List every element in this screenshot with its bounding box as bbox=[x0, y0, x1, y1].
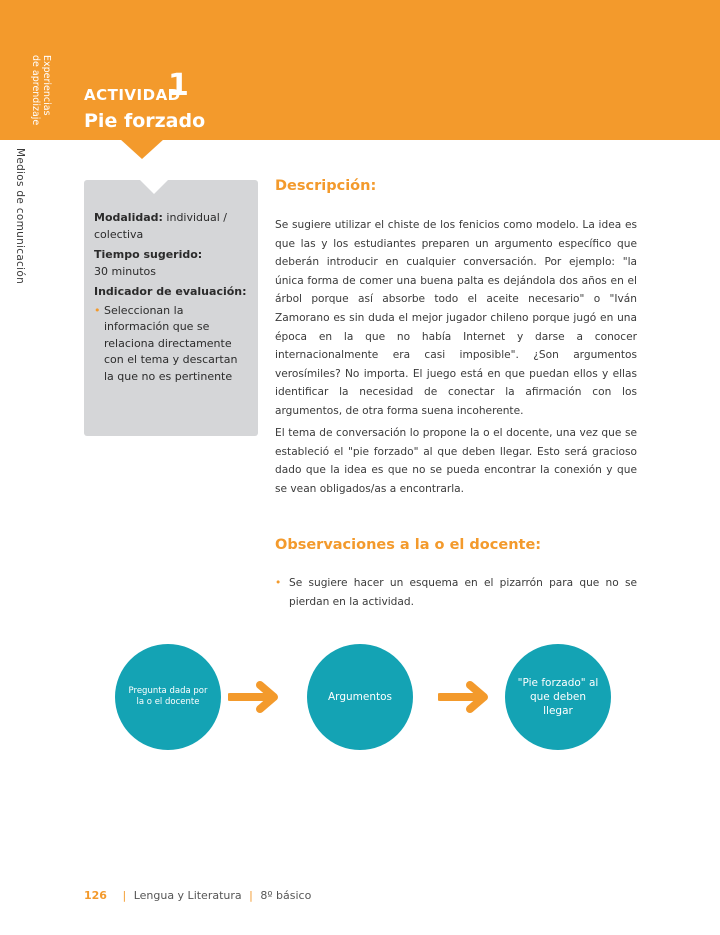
indicador-row bbox=[94, 284, 248, 301]
indicador-label: Indicador de evaluación: bbox=[94, 285, 247, 298]
modalidad-label: Modalidad: bbox=[94, 211, 163, 224]
arrow-right-icon bbox=[438, 680, 494, 714]
descripcion-paragraph-1: Se sugiere utilizar el chiste de los fenicios como modelo. La idea es que las y los estudiantes preparen un argumento específico que deberán introducir en cualquier conversación. Por ejemplo: "la única forma de comer una buena palta es dejándola dos años en el árbol porque así absorbe todo el aceite necesario" o "Iván Zamorano es sin duda el mejor jugador chileno porque jugó en una época en la que no había Internet y darse a conocer internacionalmente era casi imposible". ¿Son argumentos verosímiles? No importa. El juego está en que puedan ellos y ellas identificar la necesidad de conectar la afirmación con los argumentos, de otra forma suena incoherente. bbox=[275, 219, 637, 417]
footer-separator: | bbox=[249, 889, 253, 902]
diagram-node-pregunta-label: Pregunta dada por la o el docente bbox=[128, 686, 208, 707]
bullet-icon: • bbox=[94, 303, 101, 317]
descripcion-paragraph-2: El tema de conversación lo propone la o el docente, una vez que se estableció el "pie forzado" al que deben llegar. Esto será gracioso dado que la idea es que no se pueda encontrar la conexión y que se vean obligados/as a encontrarla. bbox=[275, 427, 637, 495]
activity-info-box bbox=[84, 180, 258, 436]
activity-number: 1 bbox=[168, 68, 189, 103]
page-footer bbox=[84, 889, 311, 902]
tiempo-row bbox=[94, 247, 248, 280]
footer-separator: | bbox=[122, 889, 127, 902]
unit-label: Medios de comunicación bbox=[14, 148, 26, 285]
activity-word: ACTIVIDAD bbox=[84, 86, 181, 104]
section-label bbox=[22, 55, 52, 135]
diagram-node-argumentos bbox=[307, 644, 413, 750]
arrow-right-icon bbox=[228, 680, 284, 714]
observaciones-heading: Observaciones a la o el docente: bbox=[275, 537, 542, 553]
tiempo-value: 30 minutos bbox=[94, 264, 156, 278]
modalidad-row bbox=[94, 210, 248, 243]
indicador-item-text: Seleccionan la información que se relaciona directamente con el tema y descartan la que no es pertinente bbox=[104, 303, 238, 383]
page-number: 126 bbox=[84, 889, 107, 902]
indicador-item bbox=[94, 303, 248, 386]
tiempo-label: Tiempo sugerido: bbox=[94, 248, 203, 261]
banner-notch bbox=[120, 139, 164, 159]
diagram-node-pie-forzado-label: "Pie forzado" al que deben llegar bbox=[517, 677, 599, 717]
diagram-node-argumentos-label: Argumentos bbox=[328, 691, 392, 703]
info-box-notch bbox=[140, 180, 168, 194]
observaciones-item bbox=[275, 574, 637, 611]
section-label-line1: Experiencias bbox=[41, 55, 52, 116]
activity-title: Pie forzado bbox=[84, 110, 206, 132]
diagram-node-pie-forzado bbox=[505, 644, 611, 750]
bullet-icon: • bbox=[275, 577, 282, 589]
diagram-node-pregunta bbox=[115, 644, 221, 750]
modalidad-value: individual / colectiva bbox=[94, 211, 228, 241]
footer-grade: 8º básico bbox=[260, 889, 312, 902]
footer-subject: Lengua y Literatura bbox=[133, 889, 242, 902]
section-label-line2: de aprendizaje bbox=[30, 55, 41, 126]
descripcion-heading: Descripción: bbox=[275, 178, 377, 194]
observaciones-item-text: Se sugiere hacer un esquema en el pizarrón para que no se pierdan en la actividad. bbox=[289, 577, 637, 608]
